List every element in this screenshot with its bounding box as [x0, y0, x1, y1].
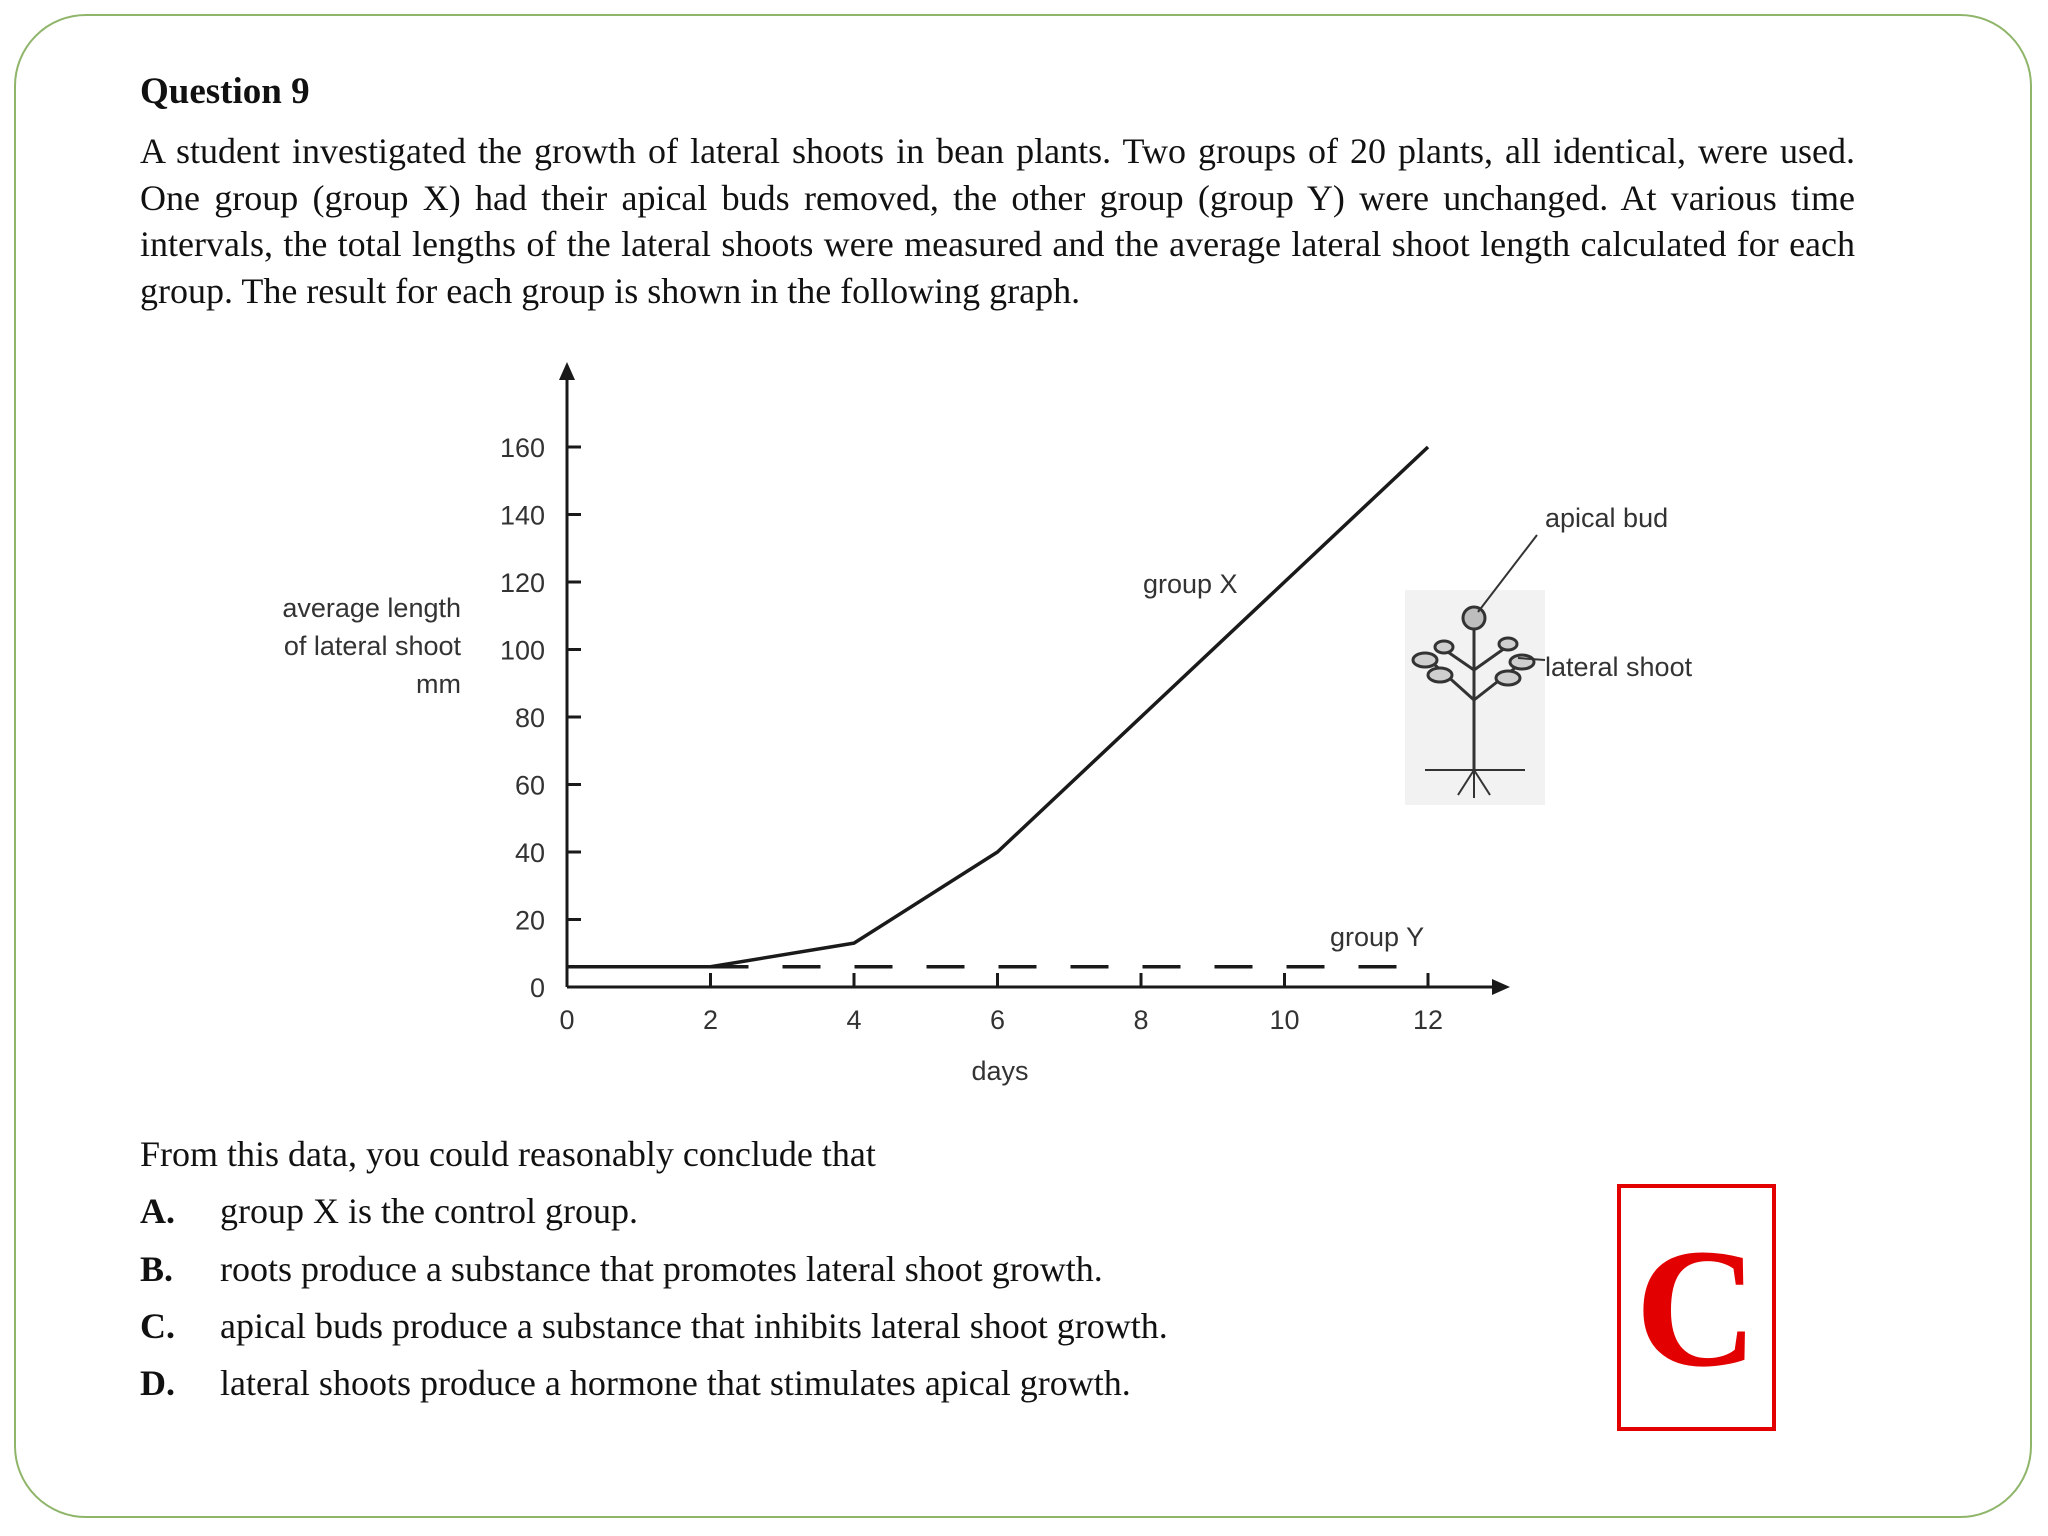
y-axis-ticks: [500, 433, 581, 1003]
y-axis-arrow: [559, 362, 575, 380]
question-title: Question 9: [140, 71, 310, 112]
series-label-group-y: group Y: [1330, 922, 1425, 952]
y-tick-label: 40: [514, 838, 545, 868]
y-tick-label: 140: [499, 500, 545, 531]
option-letter: A.: [140, 1191, 175, 1231]
conclusion-prompt: From this data, you could reasonably conclude that: [140, 1134, 876, 1174]
x-tick-label: 6: [989, 1005, 1006, 1035]
option-text: apical buds produce a substance that inhibits lateral shoot growth.: [220, 1306, 1168, 1346]
annotation-apical-bud: apical bud: [1545, 503, 1669, 533]
answer-box: [1617, 1184, 1776, 1431]
option-letter: B.: [140, 1249, 174, 1289]
y-axis-title-line: average length: [282, 593, 461, 623]
x-axis-ticks: [559, 973, 1443, 1035]
bean-plant-illustration: [1405, 535, 1545, 805]
series-line-group-x: [567, 447, 1428, 967]
x-axis-title: days: [971, 1056, 1029, 1086]
annotation-lateral-shoot: lateral shoot: [1545, 652, 1693, 682]
option-letter: D.: [140, 1363, 175, 1403]
y-axis-title-line: of lateral shoot: [283, 631, 461, 661]
y-tick-label: 160: [499, 433, 545, 463]
y-tick-label: 120: [499, 568, 545, 598]
x-tick-label: 2: [702, 1005, 719, 1035]
y-tick-label: 0: [529, 973, 545, 1003]
y-tick-label: 80: [514, 703, 545, 733]
y-axis-title-line: mm: [416, 669, 461, 699]
x-axis-arrow: [1492, 979, 1510, 995]
chart-axes: [559, 362, 1510, 995]
x-tick-label: 8: [1133, 1005, 1149, 1035]
y-tick-label: 100: [499, 635, 545, 666]
x-tick-label: 10: [1269, 1005, 1300, 1035]
chart-series: [567, 447, 1428, 967]
option-text: group X is the control group.: [220, 1191, 638, 1231]
answer-letter: C: [1635, 1213, 1758, 1402]
y-tick-label: 20: [514, 905, 545, 936]
question-stem: A student investigated the growth of lateral shoots in bean plants. Two groups of 20 plants, all identical, were used. One group (group X) had their apical buds removed, the other group (group Y) were unchanged. At various time intervals, the total lengths of the lateral shoots were measured and the average lateral shoot length calculated for each group. The result for each group is shown in the following graph.: [140, 131, 1855, 311]
series-label-group-x: group X: [1143, 569, 1238, 599]
x-tick-label: 4: [846, 1005, 862, 1035]
option-letter: C.: [140, 1306, 175, 1346]
x-tick-label: 0: [559, 1005, 575, 1035]
option-text: roots produce a substance that promotes lateral shoot growth.: [220, 1249, 1103, 1289]
y-tick-label: 60: [514, 770, 545, 801]
x-tick-label: 12: [1412, 1005, 1444, 1035]
option-text: lateral shoots produce a hormone that stimulates apical growth.: [220, 1363, 1131, 1403]
